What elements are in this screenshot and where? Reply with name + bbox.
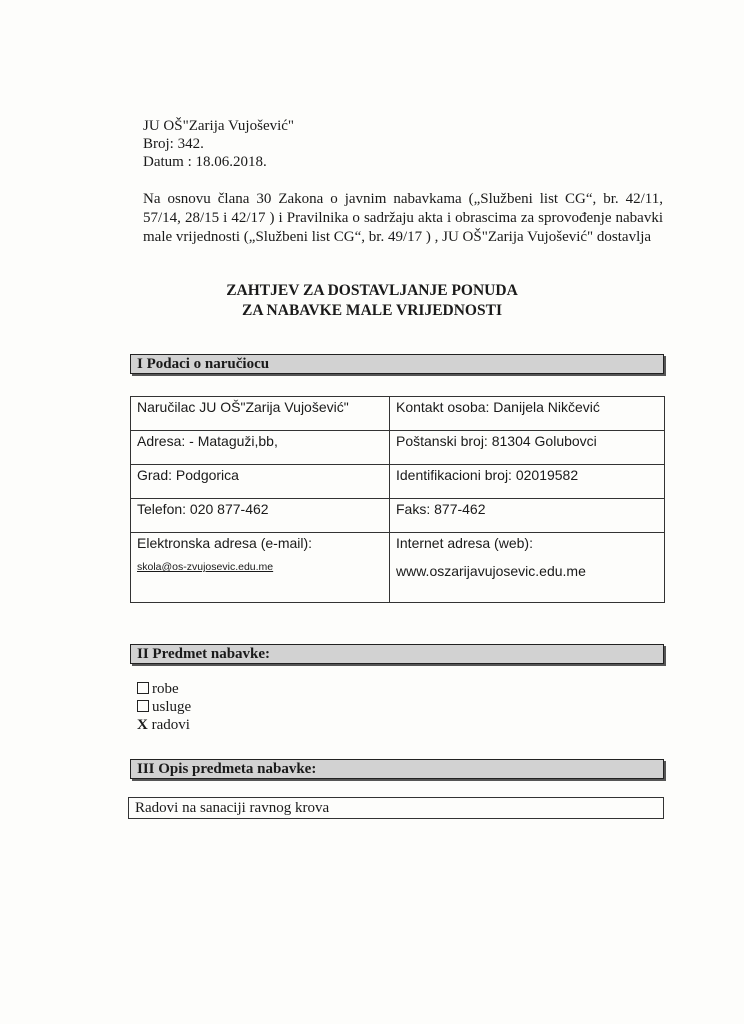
option-radovi xyxy=(137,717,190,734)
table-row xyxy=(131,397,665,431)
web-label: Internet adresa (web): xyxy=(396,535,533,551)
document-date: Datum : 18.06.2018. xyxy=(143,154,267,170)
table-cell: Kontakt osoba: Danijela Nikčević xyxy=(390,397,665,431)
table-cell: Grad: Podgorica xyxy=(131,465,390,499)
section-heading-contracting-authority: I Podaci o naručiocu xyxy=(130,354,664,374)
option-label: radovi xyxy=(151,717,190,733)
table-row xyxy=(131,431,665,465)
table-cell: Poštanski broj: 81304 Golubovci xyxy=(390,431,665,465)
checkbox-empty-icon xyxy=(137,682,149,694)
table-cell: Naručilac JU OŠ"Zarija Vujošević" xyxy=(131,397,390,431)
web-link[interactable]: www.oszarijavujosevic.edu.me xyxy=(396,563,586,579)
option-label: usluge xyxy=(152,699,192,715)
document-title-line1: ZAHTJEV ZA DOSTAVLJANJE PONUDA xyxy=(226,282,518,299)
intro-paragraph: Na osnovu člana 30 Zakona o javnim nabavkama („Službeni list CG“, br. 42/11, 57/14, 28/15 i 42/17 ) i Pravilnika o sadržaju akta i obrascima za sprovođenje nabavki male vrijednosti („Službeni list CG“, br. 49/17 ) , JU OŠ"Zarija Vujošević" dostavlja xyxy=(143,191,663,245)
option-robe xyxy=(137,681,179,698)
checkbox-empty-icon xyxy=(137,700,149,712)
table-cell: Faks: 877-462 xyxy=(390,499,665,533)
section-heading-description: III Opis predmeta nabavke: xyxy=(130,759,664,779)
option-label: robe xyxy=(152,681,179,697)
org-name: JU OŠ"Zarija Vujošević" xyxy=(143,118,295,134)
section-heading-subject: II Predmet nabavke: xyxy=(130,644,664,664)
table-cell: Adresa: - Mataguži,bb, xyxy=(131,431,390,465)
table-cell: Telefon: 020 877-462 xyxy=(131,499,390,533)
option-mark-x: X xyxy=(137,717,148,733)
table-cell-email xyxy=(131,533,390,603)
table-cell: Identifikacioni broj: 02019582 xyxy=(390,465,665,499)
option-usluge xyxy=(137,699,191,716)
description-box: Radovi na sanaciji ravnog krova xyxy=(128,797,664,819)
email-link[interactable]: skola@os-zvujosevic.edu.me xyxy=(137,561,274,573)
table-cell-web xyxy=(390,533,665,603)
contracting-authority-table xyxy=(130,396,665,603)
header-block xyxy=(143,117,294,171)
table-row xyxy=(131,465,665,499)
document-number: Broj: 342. xyxy=(143,136,204,152)
table-row xyxy=(131,533,665,603)
document-title-line2: ZA NABAVKE MALE VRIJEDNOSTI xyxy=(242,302,502,319)
email-label: Elektronska adresa (e-mail): xyxy=(137,535,313,551)
table-row xyxy=(131,499,665,533)
